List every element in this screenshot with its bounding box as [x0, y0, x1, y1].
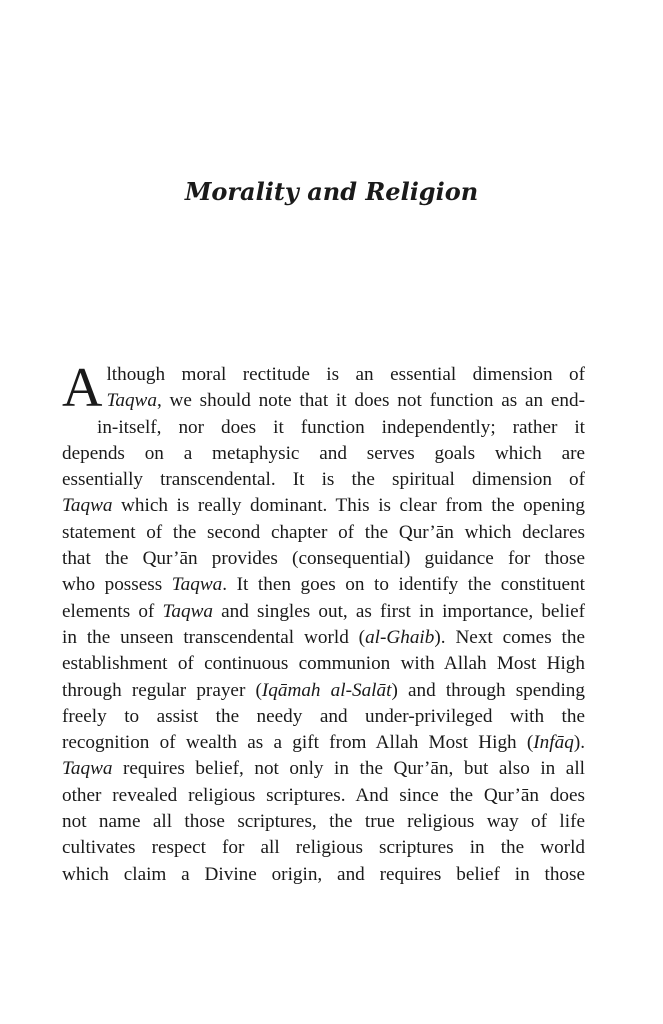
- text-line: freely to assist the needy and under-privileged with the: [62, 705, 585, 727]
- text-line: that the Qur’ān provides (consequential) guidance for those: [62, 548, 585, 570]
- text-line: Taqwa requires belief, not only in the Qur’ān, but also in all: [62, 758, 585, 780]
- text-line: elements of Taqwa and singles out, as first in importance, belief: [62, 600, 585, 622]
- text-line: Taqwa which is really dominant. This is clear from the opening: [62, 495, 585, 517]
- text-line: in-itself, nor does it function independently; rather it: [97, 416, 585, 438]
- text-line: which claim a Divine origin, and requires belief in those: [62, 863, 585, 885]
- text-line: lthough moral rectitude is an essential dimension of: [106, 364, 585, 385]
- text-line: not name all those scriptures, the true religious way of life: [62, 811, 585, 833]
- text-line: recognition of wealth as a gift from Allah Most High (Infāq).: [62, 732, 585, 754]
- text-line: depends on a metaphysic and serves goals which are: [62, 442, 585, 464]
- text-line: who possess Taqwa. It then goes on to identify the constituent: [62, 574, 585, 596]
- text-line: through regular prayer (Iqāmah al-Salāt) and through spending: [62, 679, 585, 701]
- text-line: Taqwa, we should note that it does not function as an end-: [106, 390, 585, 412]
- text-line: establishment of continuous communion with Allah Most High: [62, 653, 585, 675]
- drop-cap: A: [62, 357, 103, 419]
- text-line: in the unseen transcendental world (al-Ghaib). Next comes the: [62, 626, 585, 648]
- text-line: statement of the second chapter of the Qur’ān which declares: [62, 521, 585, 543]
- chapter-title: Morality and Religion: [184, 177, 479, 206]
- body-paragraph: [62, 357, 585, 888]
- text-line: other revealed religious scriptures. And since the Qur’ān does: [62, 784, 585, 806]
- text-line: essentially transcendental. It is the spiritual dimension of: [62, 469, 585, 491]
- text-line: cultivates respect for all religious scriptures in the world: [62, 837, 585, 859]
